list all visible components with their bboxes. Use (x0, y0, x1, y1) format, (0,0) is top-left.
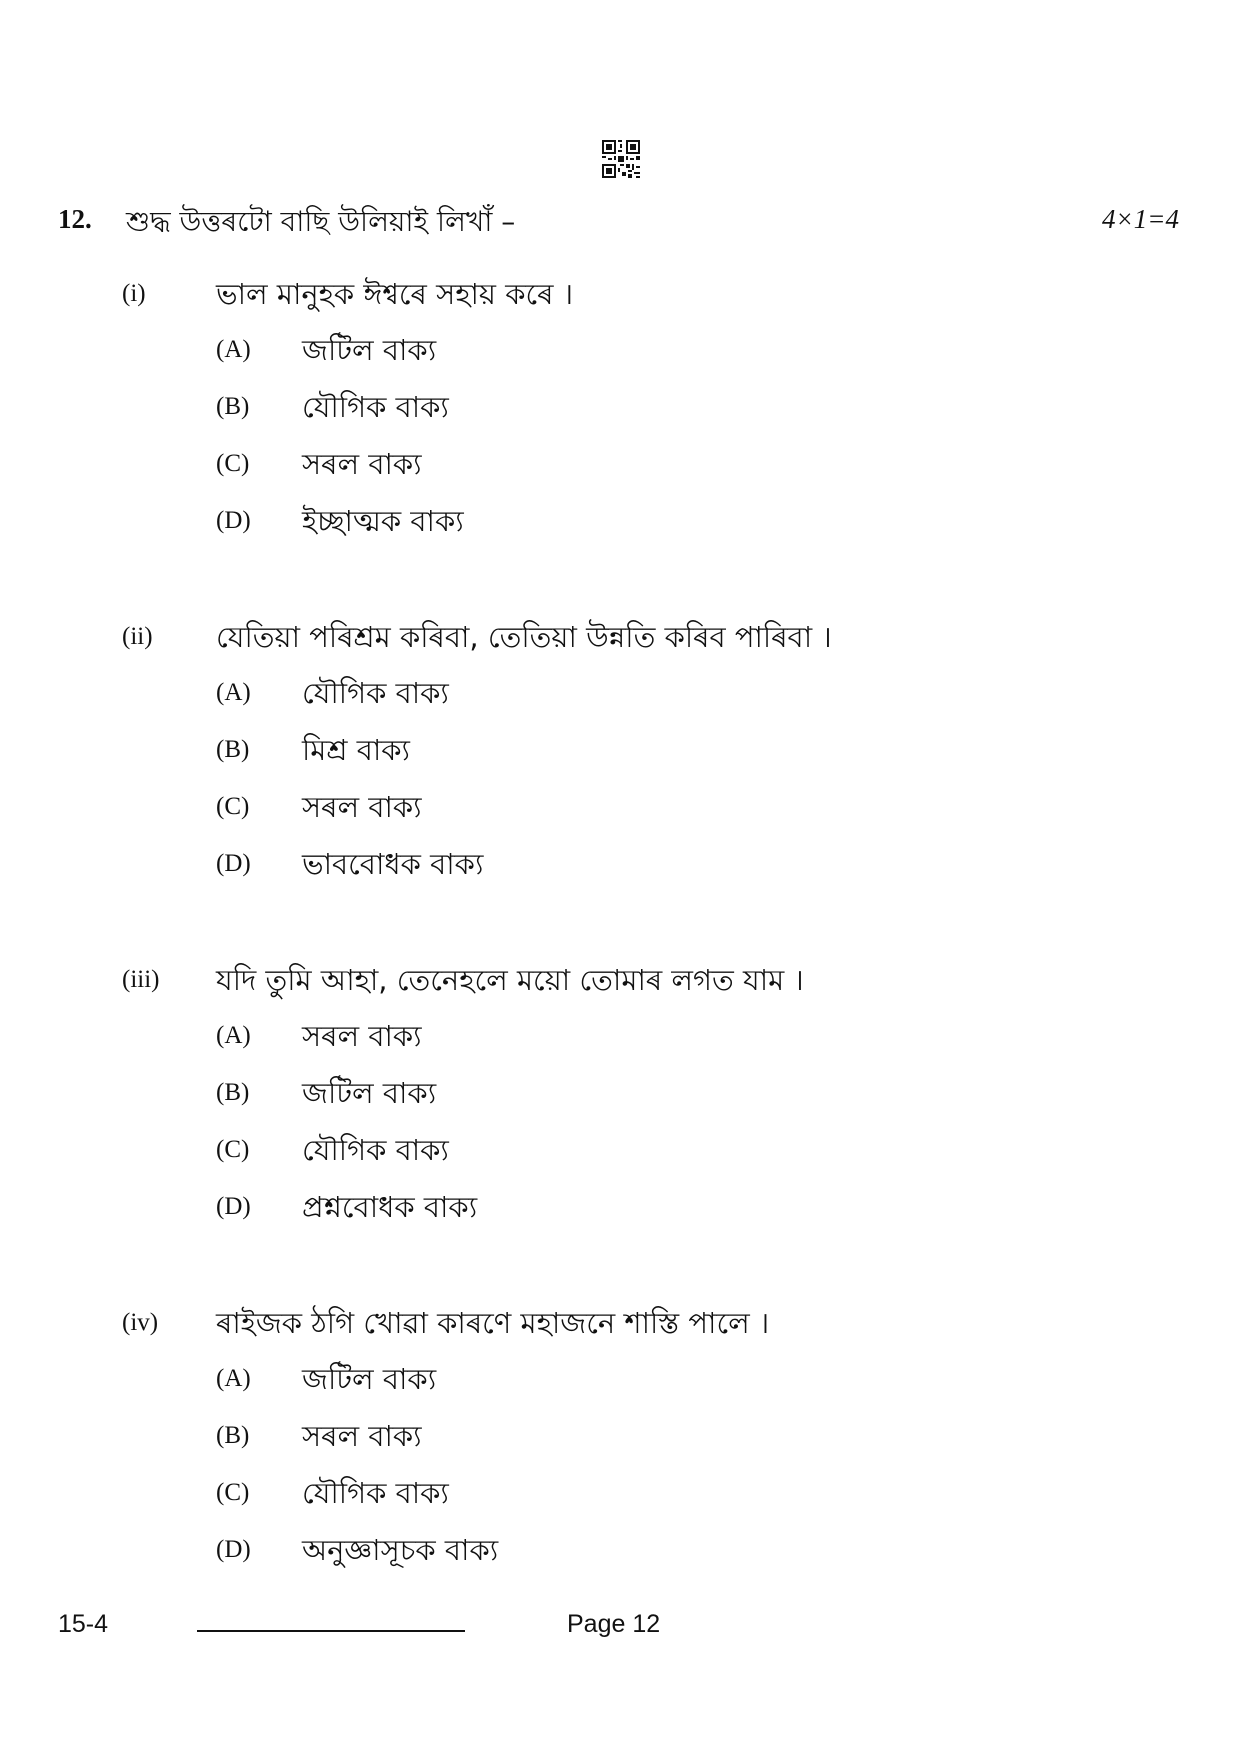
option-label: (A) (216, 1022, 251, 1049)
option-text: জটিল বাক্য (302, 1076, 437, 1110)
subquestion-text: ৰাইজক ঠগি খোৱা কাৰণে মহাজনে শাস্তি পালে । (216, 1306, 770, 1340)
option-a (0, 1014, 1241, 1058)
question-marks: 4×1=4 (1102, 204, 1179, 234)
option-label: (C) (216, 1136, 250, 1163)
option-label: (A) (216, 679, 251, 706)
option-a (0, 671, 1241, 715)
page-number: Page 12 (567, 1610, 661, 1638)
option-c (0, 1128, 1241, 1172)
subquestion-ii (0, 615, 1241, 915)
option-text: যৌগিক বাক্য (302, 390, 449, 424)
subquestion-iii (0, 958, 1241, 1258)
subquestion-text: যদি তুমি আহা, তেনেহলে ময়ো তোমাৰ লগত যাম । (216, 963, 804, 997)
option-d (0, 1185, 1241, 1229)
question-number: 12. (58, 204, 92, 234)
footer-rule (197, 1630, 465, 1632)
option-text: সৰল বাক্য (302, 1419, 422, 1453)
option-a (0, 1357, 1241, 1401)
option-label: (B) (216, 1422, 250, 1449)
option-label: (C) (216, 450, 250, 477)
option-text: সৰল বাক্য (302, 1019, 422, 1053)
option-b (0, 1414, 1241, 1458)
subquestion-text: যেতিয়া পৰিশ্ৰম কৰিবা, তেতিয়া উন্নতি কৰিব পাৰিবা । (216, 620, 832, 654)
option-b (0, 728, 1241, 772)
subquestion-iv (0, 1301, 1241, 1601)
option-label: (B) (216, 736, 250, 763)
qr-code-icon (602, 140, 640, 178)
option-text: সৰল বাক্য (302, 447, 422, 481)
option-c (0, 785, 1241, 829)
option-text: ভাববোধক বাক্য (302, 847, 484, 881)
option-text: যৌগিক বাক্য (302, 1476, 449, 1510)
option-text: যৌগিক বাক্য (302, 676, 449, 710)
option-label: (B) (216, 393, 250, 420)
option-text: ইচ্ছাত্মক বাক্য (302, 504, 464, 538)
option-b (0, 385, 1241, 429)
subquestion-text: ভাল মানুহক ঈশ্বৰে সহায় কৰে । (216, 277, 574, 311)
option-label: (C) (216, 793, 250, 820)
subquestion-label: (i) (122, 280, 146, 307)
option-text: মিশ্ৰ বাক্য (302, 733, 410, 767)
option-text: যৌগিক বাক্য (302, 1133, 449, 1167)
option-label: (C) (216, 1479, 250, 1506)
option-label: (D) (216, 1193, 251, 1220)
option-b (0, 1071, 1241, 1115)
option-label: (B) (216, 1079, 250, 1106)
paper-code: 15-4 (58, 1610, 109, 1638)
option-c (0, 442, 1241, 486)
page-footer (0, 1610, 1241, 1650)
option-text: জটিল বাক্য (302, 333, 437, 367)
option-a (0, 328, 1241, 372)
option-text: অনুজ্ঞাসূচক বাক্য (302, 1533, 499, 1567)
option-c (0, 1471, 1241, 1515)
option-d (0, 842, 1241, 886)
option-text: প্ৰশ্নবোধক বাক্য (302, 1190, 478, 1224)
option-d (0, 1528, 1241, 1572)
subquestion-label: (iii) (122, 966, 160, 993)
subquestion-label: (ii) (122, 623, 153, 650)
option-text: জটিল বাক্য (302, 1362, 437, 1396)
subquestion-label: (iv) (122, 1309, 159, 1336)
question-instruction: শুদ্ধ উত্তৰটো বাছি উলিয়াই লিখাঁ – (126, 205, 516, 238)
option-label: (D) (216, 1536, 251, 1563)
option-label: (A) (216, 1365, 251, 1392)
subquestion-i (0, 272, 1241, 572)
option-d (0, 499, 1241, 543)
option-text: সৰল বাক্য (302, 790, 422, 824)
option-label: (A) (216, 336, 251, 363)
option-label: (D) (216, 850, 251, 877)
question-header (0, 200, 1241, 240)
option-label: (D) (216, 507, 251, 534)
